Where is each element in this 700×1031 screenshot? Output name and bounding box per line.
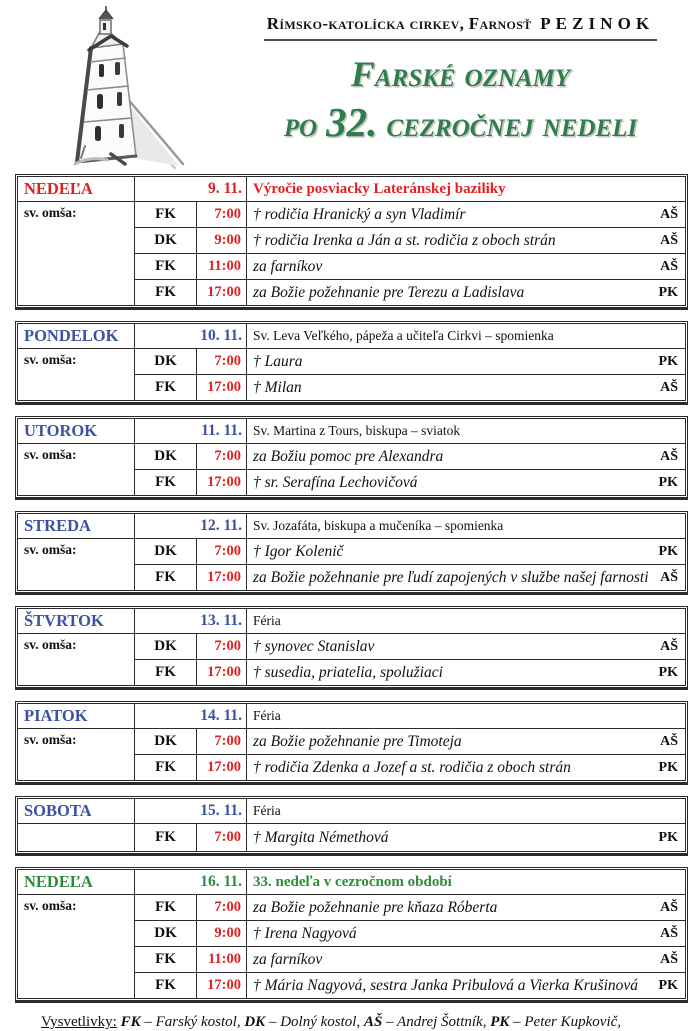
priest-initials: PK bbox=[658, 543, 678, 559]
church-code: FK bbox=[135, 565, 197, 591]
intention-text: † synovec Stanislav bbox=[253, 637, 375, 655]
legend-desc: – Farský kostol, bbox=[140, 1014, 245, 1030]
day-header-row bbox=[18, 324, 686, 349]
day-header-row bbox=[18, 177, 686, 202]
mass-time: 7:00 bbox=[197, 444, 247, 470]
priest-initials: PK bbox=[658, 353, 678, 369]
church-code: DK bbox=[135, 539, 197, 565]
day-name: PONDELOK bbox=[18, 324, 135, 349]
day-name: UTOROK bbox=[18, 419, 135, 444]
day-name: STREDA bbox=[18, 514, 135, 539]
title-line-2-prefix: po bbox=[283, 103, 318, 144]
intention-cell bbox=[247, 755, 686, 781]
intention-cell bbox=[247, 824, 686, 852]
mass-label-cell: sv. omša: bbox=[18, 444, 135, 496]
day-date: 11. 11. bbox=[135, 419, 247, 444]
intention-cell bbox=[247, 947, 686, 973]
intention-cell bbox=[247, 375, 686, 401]
intention-text: † Margita Némethová bbox=[253, 828, 389, 846]
day-header-row bbox=[18, 704, 686, 729]
day-date: 15. 11. bbox=[135, 799, 247, 824]
intention-cell bbox=[247, 539, 686, 565]
feast-title: 33. nedeľa v cezročnom období bbox=[247, 870, 686, 895]
mass-time: 17:00 bbox=[197, 565, 247, 591]
day-header-row bbox=[18, 799, 686, 824]
intention-cell bbox=[247, 660, 686, 686]
feast-title: Sv. Leva Veľkého, pápeža a učiteľa Cirkvi – spomienka bbox=[247, 324, 686, 349]
mass-time: 17:00 bbox=[197, 755, 247, 781]
mass-label-cell: sv. omša: bbox=[18, 539, 135, 591]
day-date: 14. 11. bbox=[135, 704, 247, 729]
church-code: DK bbox=[135, 349, 197, 375]
mass-time: 7:00 bbox=[197, 202, 247, 228]
intention-text: † Laura bbox=[253, 352, 303, 370]
church-code: FK bbox=[135, 947, 197, 973]
legend-abbr: PK bbox=[490, 1014, 510, 1030]
intention-text: † rodičia Hranický a syn Vladimír bbox=[253, 205, 466, 223]
church-code: FK bbox=[135, 202, 197, 228]
mass-time: 9:00 bbox=[197, 228, 247, 254]
priest-initials: PK bbox=[658, 977, 678, 993]
header-text-block bbox=[233, 6, 688, 174]
feast-title: Výročie posviacky Lateránskej baziliky bbox=[247, 177, 686, 202]
legend-desc: – Dolný kostol, bbox=[265, 1014, 364, 1030]
intention-text: za Božie požehnanie pre ľudí zapojených v službe našej farnosti bbox=[253, 568, 649, 586]
church-code: DK bbox=[135, 444, 197, 470]
legend-desc: – Andrej Šottník, bbox=[382, 1014, 491, 1030]
mass-time: 17:00 bbox=[197, 973, 247, 999]
day-table-3 bbox=[15, 511, 688, 595]
mass-time: 7:00 bbox=[197, 895, 247, 921]
day-table-6 bbox=[15, 796, 688, 856]
priest-initials: PK bbox=[658, 759, 678, 775]
day-table-1 bbox=[15, 321, 688, 405]
mass-row bbox=[18, 202, 686, 228]
day-date: 9. 11. bbox=[135, 177, 247, 202]
church-code: FK bbox=[135, 470, 197, 496]
mass-time: 7:00 bbox=[197, 634, 247, 660]
org-title bbox=[264, 14, 658, 41]
title-week-number: 32. bbox=[326, 98, 378, 145]
mass-row bbox=[18, 634, 686, 660]
legend-desc: – Peter Kupkovič, bbox=[509, 1014, 622, 1030]
legend-abbr: FK bbox=[120, 1014, 141, 1030]
day-header-row bbox=[18, 514, 686, 539]
mass-label-cell bbox=[18, 824, 135, 852]
church-code: FK bbox=[135, 824, 197, 852]
mass-label-cell: sv. omša: bbox=[18, 349, 135, 401]
mass-time: 11:00 bbox=[197, 947, 247, 973]
intention-cell bbox=[247, 921, 686, 947]
feast-title: Féria bbox=[247, 609, 686, 634]
intention-cell bbox=[247, 895, 686, 921]
intention-cell bbox=[247, 729, 686, 755]
mass-row bbox=[18, 444, 686, 470]
church-code: DK bbox=[135, 228, 197, 254]
priest-initials: PK bbox=[658, 284, 678, 300]
intention-text: za Božie požehnanie pre Timoteja bbox=[253, 732, 462, 750]
mass-time: 17:00 bbox=[197, 660, 247, 686]
day-header-row bbox=[18, 870, 686, 895]
day-table-4 bbox=[15, 606, 688, 690]
schedule-tables bbox=[15, 174, 688, 1003]
legend-abbr: AŠ bbox=[363, 1014, 383, 1030]
church-code: DK bbox=[135, 729, 197, 755]
priest-initials: AŠ bbox=[660, 569, 678, 585]
day-date: 16. 11. bbox=[135, 870, 247, 895]
mass-label-cell: sv. omša: bbox=[18, 634, 135, 686]
mass-row bbox=[18, 895, 686, 921]
title-line-2 bbox=[233, 97, 688, 147]
page-title bbox=[233, 53, 688, 147]
church-code: FK bbox=[135, 895, 197, 921]
intention-cell bbox=[247, 634, 686, 660]
mass-time: 17:00 bbox=[197, 375, 247, 401]
title-line-1: Farské oznamy bbox=[350, 54, 571, 94]
day-name: SOBOTA bbox=[18, 799, 135, 824]
church-code: FK bbox=[135, 755, 197, 781]
mass-label-cell: sv. omša: bbox=[18, 729, 135, 781]
intention-text: † rodičia Zdenka a Jozef a st. rodičia z oboch strán bbox=[253, 758, 571, 776]
mass-time: 17:00 bbox=[197, 280, 247, 306]
priest-initials: AŠ bbox=[660, 448, 678, 464]
day-date: 12. 11. bbox=[135, 514, 247, 539]
mass-time: 7:00 bbox=[197, 349, 247, 375]
priest-initials: PK bbox=[658, 474, 678, 490]
church-tower-sketch-icon bbox=[15, 6, 233, 174]
legend-label: Vysvetlivky: bbox=[41, 1014, 117, 1030]
feast-title: Sv. Martina z Tours, biskupa – sviatok bbox=[247, 419, 686, 444]
day-table-5 bbox=[15, 701, 688, 785]
priest-initials: AŠ bbox=[660, 899, 678, 915]
intention-text: † Milan bbox=[253, 378, 302, 396]
church-code: FK bbox=[135, 375, 197, 401]
church-code: DK bbox=[135, 921, 197, 947]
church-code: FK bbox=[135, 254, 197, 280]
intention-cell bbox=[247, 444, 686, 470]
day-table-2 bbox=[15, 416, 688, 500]
feast-title: Sv. Jozafáta, biskupa a mučeníka – spomienka bbox=[247, 514, 686, 539]
priest-initials: AŠ bbox=[660, 733, 678, 749]
mass-time: 7:00 bbox=[197, 729, 247, 755]
mass-time: 11:00 bbox=[197, 254, 247, 280]
priest-initials: AŠ bbox=[660, 379, 678, 395]
legend-abbr: DK bbox=[244, 1014, 266, 1030]
intention-text: za Božie požehnanie pre Terezu a Ladislava bbox=[253, 283, 525, 301]
intention-text: za Božiu pomoc pre Alexandra bbox=[253, 447, 444, 465]
day-table-0 bbox=[15, 174, 688, 310]
day-name: NEDEĽA bbox=[18, 177, 135, 202]
priest-initials: AŠ bbox=[660, 206, 678, 222]
priest-initials: AŠ bbox=[660, 638, 678, 654]
intention-cell bbox=[247, 228, 686, 254]
intention-cell bbox=[247, 202, 686, 228]
mass-label-cell: sv. omša: bbox=[18, 202, 135, 306]
mass-row bbox=[18, 824, 686, 852]
intention-cell bbox=[247, 973, 686, 999]
mass-row bbox=[18, 349, 686, 375]
intention-text: za Božie požehnanie pre kňaza Róberta bbox=[253, 898, 498, 916]
church-code: FK bbox=[135, 973, 197, 999]
intention-cell bbox=[247, 349, 686, 375]
priest-initials: AŠ bbox=[660, 925, 678, 941]
mass-time: 9:00 bbox=[197, 921, 247, 947]
intention-cell bbox=[247, 280, 686, 306]
day-date: 13. 11. bbox=[135, 609, 247, 634]
intention-cell bbox=[247, 565, 686, 591]
mass-label-cell: sv. omša: bbox=[18, 895, 135, 999]
document-header bbox=[15, 6, 688, 174]
day-header-row bbox=[18, 609, 686, 634]
priest-initials: AŠ bbox=[660, 232, 678, 248]
legend bbox=[41, 1014, 688, 1031]
intention-cell bbox=[247, 470, 686, 496]
day-name: NEDEĽA bbox=[18, 870, 135, 895]
church-code: FK bbox=[135, 280, 197, 306]
title-line-2-suffix: cezročnej nedeli bbox=[386, 103, 638, 144]
mass-time: 17:00 bbox=[197, 470, 247, 496]
intention-text: † rodičia Irenka a Ján a st. rodičia z oboch strán bbox=[253, 231, 556, 249]
priest-initials: PK bbox=[658, 829, 678, 845]
intention-text: † susedia, priatelia, spolužiaci bbox=[253, 663, 443, 681]
day-name: PIATOK bbox=[18, 704, 135, 729]
mass-time: 7:00 bbox=[197, 824, 247, 852]
intention-text: za farníkov bbox=[253, 257, 323, 275]
mass-time: 7:00 bbox=[197, 539, 247, 565]
intention-text: † sr. Serafína Lechovičová bbox=[253, 473, 418, 491]
priest-initials: AŠ bbox=[660, 258, 678, 274]
church-code: DK bbox=[135, 634, 197, 660]
feast-title: Féria bbox=[247, 799, 686, 824]
feast-title: Féria bbox=[247, 704, 686, 729]
priest-initials: PK bbox=[658, 664, 678, 680]
day-table-7 bbox=[15, 867, 688, 1003]
church-code: FK bbox=[135, 660, 197, 686]
day-date: 10. 11. bbox=[135, 324, 247, 349]
day-header-row bbox=[18, 419, 686, 444]
mass-row bbox=[18, 729, 686, 755]
priest-initials: AŠ bbox=[660, 951, 678, 967]
day-name: ŠTVRTOK bbox=[18, 609, 135, 634]
org-city-text: PEZINOK bbox=[540, 14, 655, 33]
intention-text: † Igor Kolenič bbox=[253, 542, 344, 560]
intention-text: † Mária Nagyová, sestra Janka Pribulová a Vierka Krušinová bbox=[253, 976, 639, 994]
intention-cell bbox=[247, 254, 686, 280]
org-title-text: Rímsko-katolícka cirkev, Farnosť bbox=[266, 14, 532, 33]
mass-row bbox=[18, 539, 686, 565]
intention-text: za farníkov bbox=[253, 950, 323, 968]
intention-text: † Irena Nagyová bbox=[253, 924, 357, 942]
